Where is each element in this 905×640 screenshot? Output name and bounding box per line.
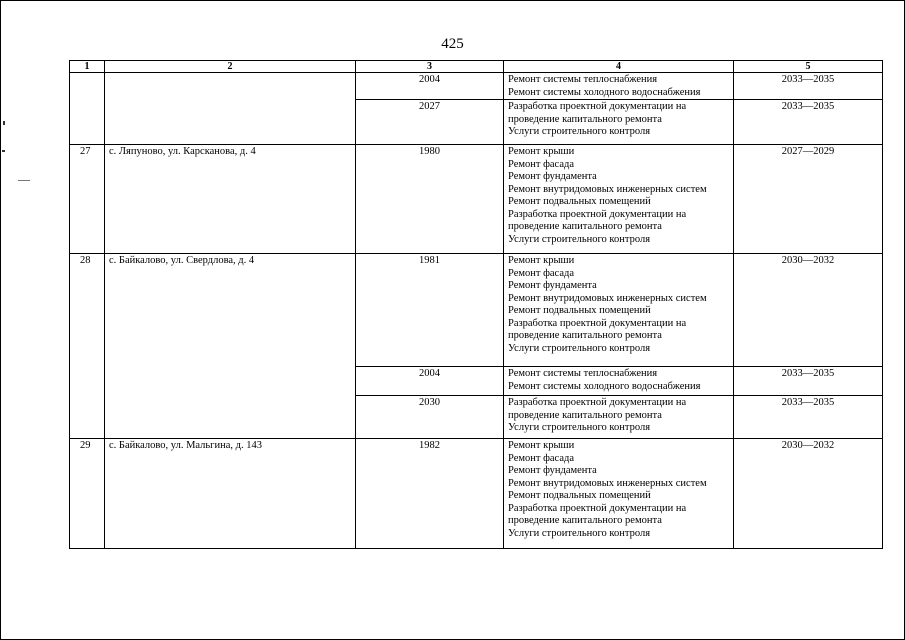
table-row — [70, 439, 883, 549]
period-cell: 2033—2035 — [734, 396, 883, 439]
period-cell: 2030—2032 — [734, 439, 883, 549]
work-item: Ремонт внутридомовых инженерных систем — [508, 183, 707, 195]
works-cell — [504, 396, 734, 439]
work-item: Ремонт фундамента — [508, 280, 597, 291]
work-item: Услуги строительного контроля — [508, 422, 651, 433]
col-header-4: 4 — [504, 61, 734, 73]
works-cell — [504, 73, 734, 100]
work-item: Ремонт крыши — [508, 146, 575, 157]
work-item: Ремонт системы теплоснабжения — [508, 74, 658, 85]
header-row — [70, 61, 883, 73]
work-item: Разработка проектной документации на — [508, 502, 687, 514]
year-cell: 1982 — [356, 439, 504, 549]
col-header-1: 1 — [70, 61, 105, 73]
work-item: Ремонт подвальных помещений — [508, 196, 651, 207]
work-item: Ремонт подвальных помещений — [508, 305, 651, 316]
address-cell: с. Ляпуново, ул. Карсканова, д. 4 — [105, 145, 356, 254]
work-item: Ремонт крыши — [508, 440, 575, 451]
work-item: проведение капитального ремонта — [508, 330, 662, 341]
scan-speck — [3, 121, 5, 125]
work-item: Услуги строительного контроля — [508, 233, 651, 245]
table-body — [70, 73, 883, 549]
works-cell — [504, 100, 734, 145]
row-number: 27 — [70, 145, 105, 254]
work-item: Ремонт фасада — [508, 267, 575, 279]
work-item: проведение капитального ремонта — [508, 113, 662, 125]
period-cell: 2033—2035 — [734, 73, 883, 100]
address-cell — [105, 73, 356, 145]
works-cell — [504, 367, 734, 396]
col-header-5: 5 — [734, 61, 883, 73]
period-cell: 2033—2035 — [734, 100, 883, 145]
period-cell: 2033—2035 — [734, 367, 883, 396]
work-item: проведение капитального ремонта — [508, 221, 662, 232]
row-number — [70, 73, 105, 145]
works-list — [508, 255, 729, 355]
table-row — [70, 254, 883, 367]
year-cell: 2004 — [356, 73, 504, 100]
year-cell: 2027 — [356, 100, 504, 145]
row-number: 29 — [70, 439, 105, 549]
repair-schedule-table — [69, 60, 883, 549]
work-item: Ремонт фасада — [508, 452, 575, 464]
works-list — [508, 440, 729, 540]
works-list — [508, 368, 729, 393]
scan-speck — [18, 180, 30, 181]
work-item: проведение капитального ремонта — [508, 515, 662, 526]
works-cell — [504, 439, 734, 549]
year-cell: 1980 — [356, 145, 504, 254]
work-item: Ремонт внутридомовых инженерных систем — [508, 477, 707, 489]
works-cell — [504, 254, 734, 367]
table-row — [70, 73, 883, 100]
work-item: Ремонт фундамента — [508, 171, 597, 182]
work-item: Ремонт фасада — [508, 158, 575, 170]
address-cell: с. Байкалово, ул. Свердлова, д. 4 — [105, 254, 356, 439]
work-item: Ремонт системы холодного водоснабжения — [508, 86, 701, 98]
col-header-3: 3 — [356, 61, 504, 73]
row-number: 28 — [70, 254, 105, 439]
period-cell: 2030—2032 — [734, 254, 883, 367]
work-item: Ремонт фундамента — [508, 465, 597, 476]
period-cell: 2027—2029 — [734, 145, 883, 254]
year-cell: 2004 — [356, 367, 504, 396]
work-item: Ремонт подвальных помещений — [508, 490, 651, 501]
works-cell — [504, 145, 734, 254]
table-row — [70, 145, 883, 254]
work-item: Ремонт крыши — [508, 255, 575, 266]
work-item: Услуги строительного контроля — [508, 126, 651, 137]
work-item: проведение капитального ремонта — [508, 409, 662, 421]
work-item: Ремонт системы теплоснабжения — [508, 368, 658, 379]
works-list — [508, 146, 729, 246]
work-item: Разработка проектной документации на — [508, 208, 687, 220]
scan-speck — [2, 150, 5, 152]
work-item: Услуги строительного контроля — [508, 527, 651, 539]
works-list — [508, 101, 729, 139]
year-cell: 1981 — [356, 254, 504, 367]
works-list — [508, 74, 729, 99]
page-number: 425 — [441, 36, 464, 52]
work-item: Разработка проектной документации на — [508, 317, 687, 329]
address-cell: с. Байкалово, ул. Мальгина, д. 143 — [105, 439, 356, 549]
work-item: Разработка проектной документации на — [508, 397, 687, 408]
work-item: Ремонт внутридомовых инженерных систем — [508, 292, 707, 304]
work-item: Ремонт системы холодного водоснабжения — [508, 380, 701, 392]
work-item: Услуги строительного контроля — [508, 342, 651, 354]
year-cell: 2030 — [356, 396, 504, 439]
works-list — [508, 397, 729, 435]
work-item: Разработка проектной документации на — [508, 101, 687, 112]
col-header-2: 2 — [105, 61, 356, 73]
